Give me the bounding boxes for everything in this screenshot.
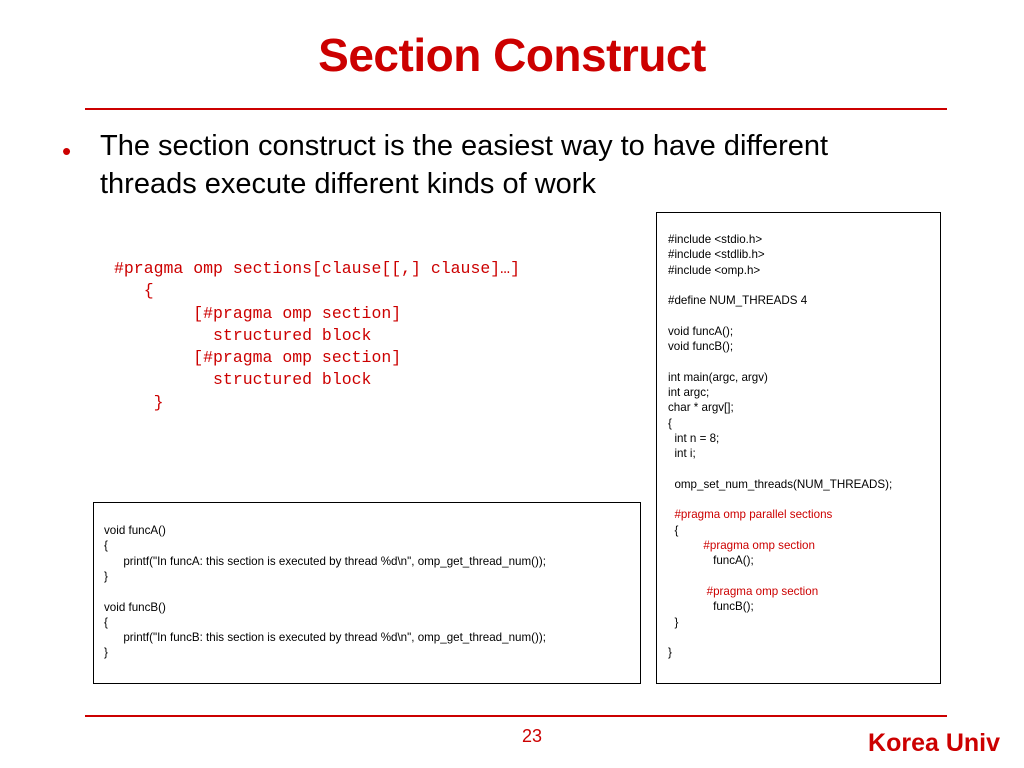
syntax-line: [#pragma omp section] — [114, 348, 402, 368]
code-line: #pragma omp section — [668, 584, 819, 598]
code-line: #pragma omp section — [668, 539, 815, 552]
bullet-icon: • — [62, 136, 72, 166]
code-line: void funcB() — [104, 600, 166, 614]
bullet-text: The section construct is the easiest way to have different threads execute different kinds of work — [100, 130, 829, 200]
code-line: { — [668, 416, 672, 430]
code-line: } — [104, 569, 108, 583]
code-line: #include <omp.h> — [668, 263, 761, 277]
code-line: #define NUM_THREADS 4 — [668, 294, 808, 308]
syntax-line: { — [114, 281, 154, 301]
code-line: { — [668, 523, 679, 537]
code-line: { — [104, 539, 108, 553]
code-line: void funcA() — [104, 524, 166, 537]
footer-divider — [85, 715, 947, 717]
code-line: int main(argc, argv) — [668, 370, 768, 384]
code-line: int argc; — [668, 386, 710, 399]
code-line: void funcA(); — [668, 324, 734, 338]
syntax-line: structured block — [114, 370, 372, 390]
code-line: omp_set_num_threads(NUM_THREADS); — [668, 477, 893, 491]
code-line: void funcB(); — [668, 340, 734, 354]
code-line: #include <stdio.h> — [668, 233, 763, 246]
code-line: printf("In funcB: this section is executed by thread %d\n", omp_get_thread_num()); — [104, 631, 546, 645]
code-line: #pragma omp parallel sections — [668, 508, 833, 522]
code-line: char * argv[]; — [668, 401, 734, 415]
code-line: #include <stdlib.h> — [668, 248, 765, 262]
pragma-syntax-block — [114, 258, 520, 414]
code-line: printf("In funcA: this section is executed by thread %d\n", omp_get_thread_num()); — [104, 554, 546, 568]
code-line: } — [668, 615, 679, 629]
code-line: { — [104, 615, 108, 629]
func-code-box — [93, 502, 641, 684]
title-divider — [85, 108, 947, 110]
syntax-line: #pragma omp sections[clause[[,] clause]…] — [114, 259, 520, 278]
code-line: int n = 8; — [668, 431, 720, 445]
code-line: int i; — [668, 447, 696, 461]
syntax-line: [#pragma omp section] — [114, 303, 402, 323]
footer-brand: Korea Univ — [868, 729, 1000, 757]
code-line: } — [668, 646, 672, 660]
syntax-line: structured block — [114, 325, 372, 345]
slide-title: Section Construct — [318, 29, 706, 81]
syntax-line: } — [114, 392, 164, 412]
code-line: funcB(); — [668, 600, 754, 614]
main-code-box — [656, 212, 941, 684]
page-number: 23 — [521, 726, 543, 746]
code-line: } — [104, 646, 108, 660]
code-line: funcA(); — [668, 554, 754, 568]
